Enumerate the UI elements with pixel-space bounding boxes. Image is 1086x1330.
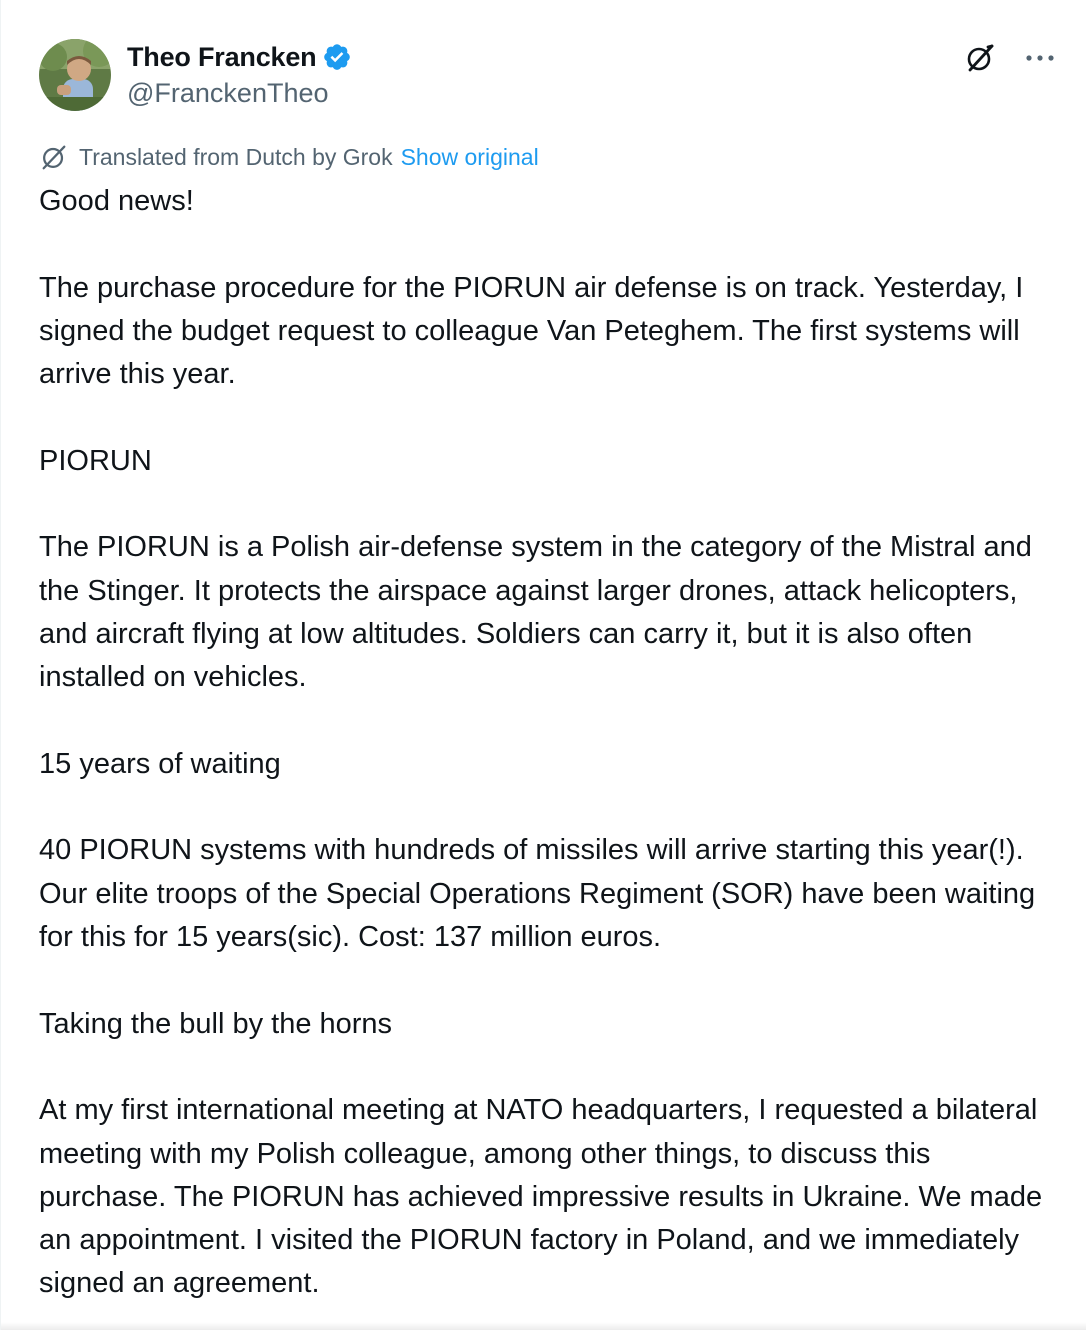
post-paragraph: At my first international meeting at NATO headquarters, I requested a bilateral meeting with my Polish colleague, among other things, to discuss this purchase. The PIORUN has achieved impressive results in Ukraine. We made an appointment. I visited the PIORUN factory in Poland, and we immediately signed an agreement. [39, 1094, 1043, 1300]
post-paragraph: 15 years of waiting [39, 747, 281, 780]
post-paragraph: Good news! [39, 185, 194, 217]
author-handle[interactable]: @FranckenTheo [127, 78, 329, 108]
post-paragraph: Taking the bull by the horns [39, 1007, 393, 1040]
post-paragraph: The PIORUN is a Polish air-defense system in the category of the Mistral and the Stinger. It protects the airspace against larger drones, attack helicopters, and aircraft flying at low altitudes. Soldiers can carry it, but it is also often installed on vehicles. [39, 531, 1032, 694]
post-paragraph: PIORUN [39, 444, 152, 477]
name-row [127, 39, 352, 75]
more-horizontal-icon[interactable] [1022, 40, 1058, 76]
translation-label: Translated from Dutch by Grok [79, 143, 393, 170]
avatar[interactable] [39, 39, 111, 111]
bottom-edge [1, 1322, 1086, 1330]
author-display-name[interactable]: Theo Francken [127, 41, 317, 72]
translation-notice [39, 140, 539, 174]
grok-translate-icon [39, 142, 69, 172]
post-actions [962, 40, 1058, 76]
post-text [39, 180, 1059, 1330]
grok-icon[interactable] [962, 40, 998, 76]
post-paragraph: The purchase procedure for the PIORUN air defense is on track. Yesterday, I signed the budget request to colleague Van Peteghem. The first systems will arrive this year. [39, 271, 1024, 391]
show-original-link[interactable]: Show original [400, 143, 539, 170]
verified-badge-icon[interactable] [322, 42, 352, 72]
post-paragraph: 40 PIORUN systems with hundreds of missiles will arrive starting this year(!). Our elite troops of the Special Operations Regiment (SOR) have been waiting for this for 15 years(sic). Cost: 137 million euros. [39, 834, 1036, 954]
avatar-image [39, 39, 111, 111]
post-header [39, 38, 352, 112]
author-info [127, 39, 352, 111]
